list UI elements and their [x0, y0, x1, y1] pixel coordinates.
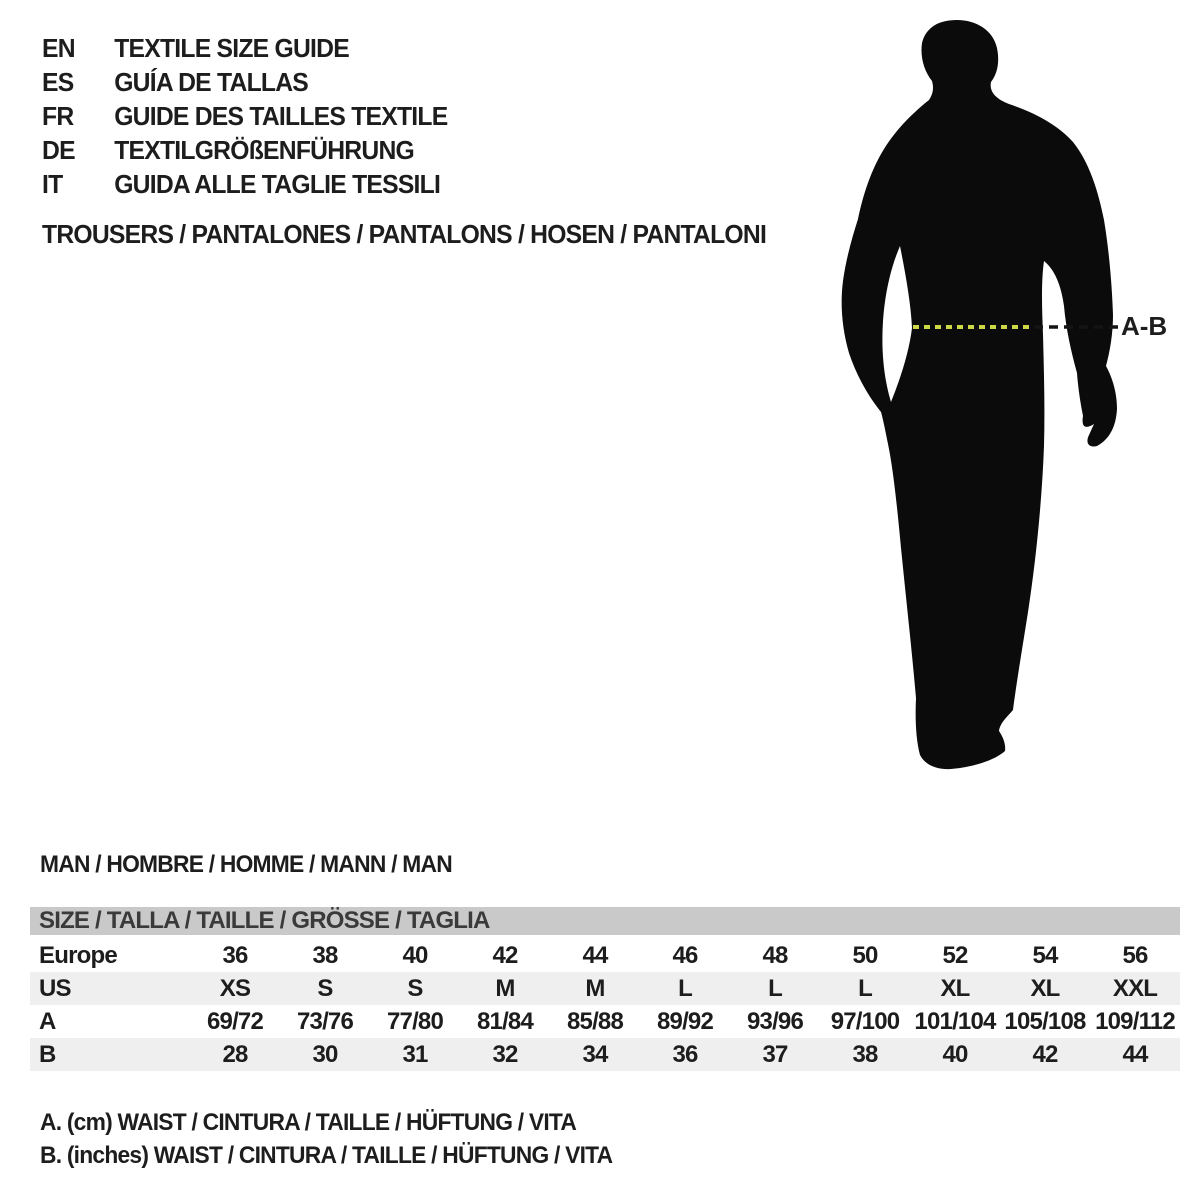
footnote-a: A. (cm) WAIST / CINTURA / TAILLE / HÜFTUNG / VITA: [40, 1109, 577, 1136]
size-cell: 34: [582, 1040, 608, 1068]
size-cell: 36: [672, 1040, 698, 1068]
size-cell: 44: [1122, 1040, 1148, 1068]
row-label: Europe: [39, 941, 117, 969]
size-cell: 36: [222, 941, 248, 969]
size-cell: 42: [492, 941, 518, 969]
size-cell: 85/88: [566, 1007, 624, 1035]
size-cell: XS: [219, 974, 251, 1002]
size-cell: 38: [852, 1040, 878, 1068]
man-silhouette: [842, 20, 1117, 769]
size-cell: 38: [312, 941, 338, 969]
size-cell: 40: [942, 1040, 968, 1068]
size-cell: 32: [492, 1040, 518, 1068]
size-cell: S: [317, 974, 333, 1002]
size-cell: 97/100: [830, 1007, 900, 1035]
size-cell: 77/80: [386, 1007, 444, 1035]
size-cell: 56: [1122, 941, 1148, 969]
size-cell: 54: [1032, 941, 1058, 969]
section-title-man: MAN / HOMBRE / HOMME / MANN / MAN: [40, 851, 452, 878]
size-cell: 81/84: [476, 1007, 534, 1035]
row-label: B: [39, 1040, 56, 1068]
size-cell: 52: [942, 941, 968, 969]
table-row-europe: [30, 939, 1180, 972]
size-cell: 101/104: [914, 1007, 996, 1035]
measure-label-ab: A-B: [1121, 311, 1168, 341]
size-cell: 44: [582, 941, 608, 969]
size-cell: 73/76: [296, 1007, 354, 1035]
language-code: IT: [42, 169, 63, 199]
size-cell: M: [585, 974, 605, 1002]
size-table-body: [30, 939, 1180, 1071]
language-code: FR: [42, 101, 74, 131]
size-table: [30, 907, 1180, 1071]
language-code: ES: [42, 67, 74, 97]
footnote-b: B. (inches) WAIST / CINTURA / TAILLE / HÜFTUNG / VITA: [40, 1142, 613, 1169]
language-title: GUÍA DE TALLAS: [114, 67, 309, 97]
table-row-a-cm: [30, 1005, 1180, 1038]
size-cell: 48: [762, 941, 788, 969]
size-table-header: SIZE / TALLA / TAILLE / GRÖSSE / TAGLIA: [30, 907, 1180, 935]
size-cell: 105/108: [1004, 1007, 1086, 1035]
size-cell: 93/96: [746, 1007, 804, 1035]
size-cell: XL: [940, 974, 970, 1002]
row-label: A: [39, 1007, 56, 1035]
size-cell: L: [678, 974, 692, 1002]
size-cell: 40: [402, 941, 428, 969]
size-cell: 31: [402, 1040, 428, 1068]
size-cell: 30: [312, 1040, 338, 1068]
size-cell: L: [768, 974, 782, 1002]
row-label: US: [39, 974, 71, 1002]
language-title: GUIDE DES TAILLES TEXTILE: [114, 101, 448, 131]
size-cell: 109/112: [1095, 1007, 1175, 1035]
size-cell: 69/72: [206, 1007, 264, 1035]
size-cell: 37: [762, 1040, 788, 1068]
garment-title: TROUSERS / PANTALONES / PANTALONS / HOSEN / PANTALONI: [42, 219, 767, 249]
table-row-us: [30, 972, 1180, 1005]
language-title: TEXTILE SIZE GUIDE: [114, 33, 349, 63]
table-row-b-inches: [30, 1038, 1180, 1071]
language-code: EN: [42, 33, 75, 63]
size-cell: 42: [1032, 1040, 1058, 1068]
size-cell: 89/92: [656, 1007, 714, 1035]
language-title: GUIDA ALLE TAGLIE TESSILI: [114, 169, 441, 199]
size-cell: XL: [1030, 974, 1060, 1002]
size-cell: XXL: [1112, 974, 1158, 1002]
size-cell: M: [495, 974, 515, 1002]
size-cell: S: [407, 974, 423, 1002]
size-cell: 46: [672, 941, 698, 969]
size-cell: 28: [222, 1040, 248, 1068]
language-code: DE: [42, 135, 75, 165]
size-cell: 50: [852, 941, 878, 969]
language-title: TEXTILGRÖßENFÜHRUNG: [114, 135, 414, 165]
size-cell: L: [858, 974, 872, 1002]
measurement-footnotes: [40, 1106, 612, 1172]
